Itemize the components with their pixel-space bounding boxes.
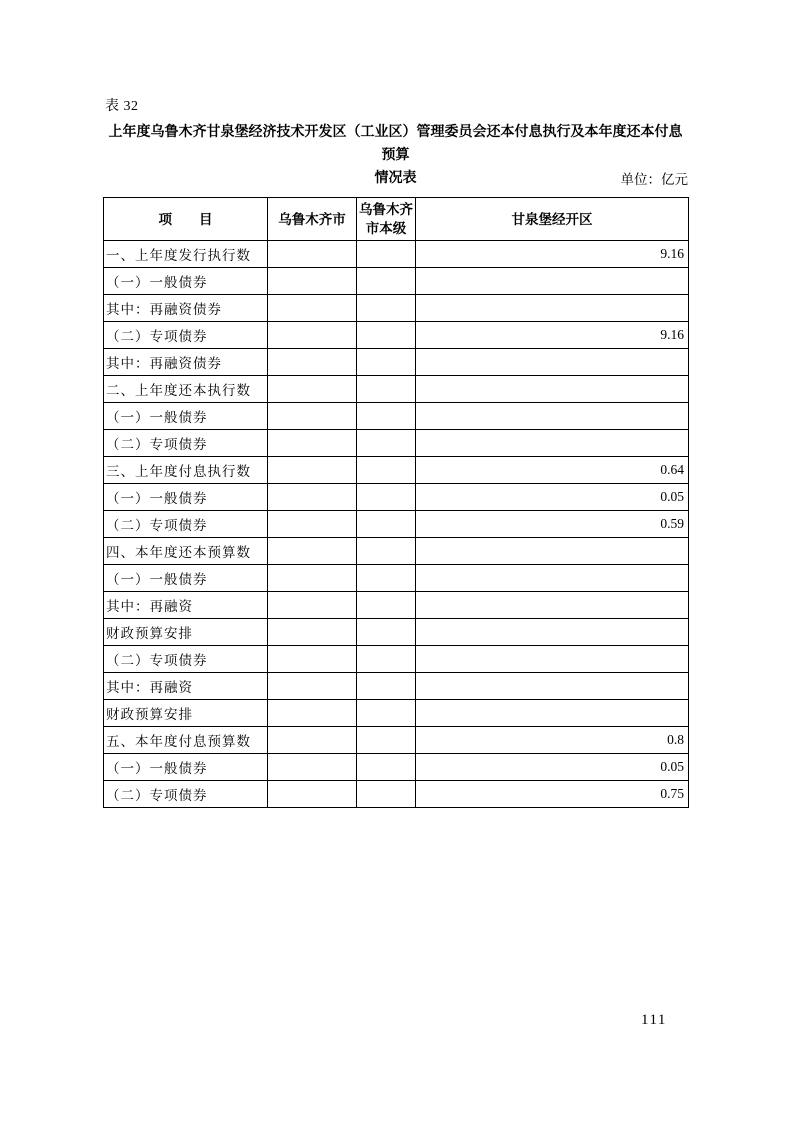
cell-urumqi-city — [268, 727, 357, 754]
cell-ganquanbao: 0.05 — [416, 484, 689, 511]
cell-urumqi-municipal — [357, 430, 416, 457]
cell-ganquanbao: 0.59 — [416, 511, 689, 538]
row-label: 其中：再融资 — [104, 592, 268, 619]
row-label: 一、上年度发行执行数 — [104, 241, 268, 268]
cell-urumqi-municipal — [357, 781, 416, 808]
table-row — [104, 646, 689, 673]
table-row — [104, 484, 689, 511]
cell-urumqi-municipal — [357, 403, 416, 430]
cell-ganquanbao — [416, 592, 689, 619]
cell-urumqi-city — [268, 295, 357, 322]
cell-urumqi-municipal — [357, 268, 416, 295]
row-label: （二）专项债券 — [104, 430, 268, 457]
row-label: （一）一般债券 — [104, 565, 268, 592]
cell-urumqi-city — [268, 754, 357, 781]
cell-urumqi-city — [268, 322, 357, 349]
cell-ganquanbao: 9.16 — [416, 322, 689, 349]
column-header-item: 项 目 — [104, 198, 268, 241]
table-row — [104, 781, 689, 808]
cell-urumqi-city — [268, 484, 357, 511]
table-row — [104, 403, 689, 430]
cell-urumqi-city — [268, 619, 357, 646]
cell-urumqi-municipal — [357, 700, 416, 727]
table-row — [104, 241, 689, 268]
column-header-urumqi-municipal: 乌鲁木齐市本级 — [357, 198, 416, 241]
cell-urumqi-municipal — [357, 457, 416, 484]
row-label: 五、本年度付息预算数 — [104, 727, 268, 754]
row-label: （二）专项债券 — [104, 511, 268, 538]
table-row — [104, 349, 689, 376]
cell-ganquanbao: 0.8 — [416, 727, 689, 754]
cell-ganquanbao — [416, 565, 689, 592]
row-label: （一）一般债券 — [104, 403, 268, 430]
column-header-ganquanbao: 甘泉堡经开区 — [416, 198, 689, 241]
table-row — [104, 511, 689, 538]
cell-urumqi-city — [268, 646, 357, 673]
cell-urumqi-city — [268, 781, 357, 808]
row-label: 其中：再融资 — [104, 673, 268, 700]
row-label: 四、本年度还本预算数 — [104, 538, 268, 565]
table-body — [104, 241, 689, 808]
cell-ganquanbao — [416, 646, 689, 673]
table-row — [104, 457, 689, 484]
cell-ganquanbao — [416, 295, 689, 322]
cell-urumqi-city — [268, 673, 357, 700]
cell-urumqi-municipal — [357, 619, 416, 646]
cell-ganquanbao — [416, 538, 689, 565]
table-row — [104, 619, 689, 646]
cell-ganquanbao — [416, 430, 689, 457]
table-row — [104, 565, 689, 592]
row-label: （一）一般债券 — [104, 268, 268, 295]
table-row — [104, 592, 689, 619]
row-label: 其中：再融资债券 — [104, 349, 268, 376]
table-row — [104, 268, 689, 295]
cell-urumqi-municipal — [357, 295, 416, 322]
row-label: （一）一般债券 — [104, 484, 268, 511]
document-title-line1: 上年度乌鲁木齐甘泉堡经济技术开发区（工业区）管理委员会还本付息执行及本年度还本付息预算 — [108, 125, 683, 163]
cell-urumqi-city — [268, 700, 357, 727]
table-row — [104, 700, 689, 727]
cell-ganquanbao: 0.05 — [416, 754, 689, 781]
document-title-line2: 情况表 — [374, 171, 417, 186]
cell-urumqi-city — [268, 349, 357, 376]
column-header-urumqi-city: 乌鲁木齐市 — [268, 198, 357, 241]
row-label: 其中：再融资债券 — [104, 295, 268, 322]
cell-ganquanbao — [416, 376, 689, 403]
table-row — [104, 538, 689, 565]
cell-urumqi-municipal — [357, 565, 416, 592]
cell-urumqi-municipal — [357, 484, 416, 511]
row-label: 财政预算安排 — [104, 700, 268, 727]
row-label: 三、上年度付息执行数 — [104, 457, 268, 484]
cell-urumqi-municipal — [357, 322, 416, 349]
cell-urumqi-city — [268, 403, 357, 430]
cell-urumqi-city — [268, 592, 357, 619]
row-label: 财政预算安排 — [104, 619, 268, 646]
cell-urumqi-city — [268, 430, 357, 457]
cell-urumqi-city — [268, 511, 357, 538]
budget-table — [103, 197, 689, 808]
cell-urumqi-municipal — [357, 538, 416, 565]
row-label: 二、上年度还本执行数 — [104, 376, 268, 403]
cell-urumqi-city — [268, 268, 357, 295]
cell-urumqi-municipal — [357, 241, 416, 268]
table-row — [104, 322, 689, 349]
page-number: 111 — [641, 1012, 667, 1028]
cell-urumqi-municipal — [357, 349, 416, 376]
row-label: （二）专项债券 — [104, 322, 268, 349]
table-row — [104, 727, 689, 754]
table-row — [104, 376, 689, 403]
cell-urumqi-city — [268, 565, 357, 592]
cell-ganquanbao — [416, 700, 689, 727]
table-row — [104, 754, 689, 781]
unit-label: 单位：亿元 — [620, 172, 688, 187]
table-number-label: 表 32 — [105, 99, 139, 114]
table-row — [104, 295, 689, 322]
row-label: （一）一般债券 — [104, 754, 268, 781]
cell-urumqi-municipal — [357, 727, 416, 754]
cell-urumqi-municipal — [357, 673, 416, 700]
row-label: （二）专项债券 — [104, 646, 268, 673]
cell-urumqi-municipal — [357, 592, 416, 619]
cell-ganquanbao — [416, 673, 689, 700]
table-header — [104, 198, 689, 241]
cell-urumqi-city — [268, 376, 357, 403]
row-label: （二）专项债券 — [104, 781, 268, 808]
table-row — [104, 430, 689, 457]
table-header-row — [104, 198, 689, 241]
cell-ganquanbao: 0.75 — [416, 781, 689, 808]
cell-ganquanbao — [416, 268, 689, 295]
cell-ganquanbao — [416, 349, 689, 376]
cell-urumqi-city — [268, 538, 357, 565]
cell-ganquanbao — [416, 403, 689, 430]
cell-urumqi-municipal — [357, 376, 416, 403]
cell-urumqi-municipal — [357, 646, 416, 673]
cell-ganquanbao — [416, 619, 689, 646]
cell-urumqi-municipal — [357, 511, 416, 538]
cell-urumqi-city — [268, 457, 357, 484]
table-row — [104, 673, 689, 700]
cell-urumqi-municipal — [357, 754, 416, 781]
cell-urumqi-city — [268, 241, 357, 268]
cell-ganquanbao: 0.64 — [416, 457, 689, 484]
cell-ganquanbao: 9.16 — [416, 241, 689, 268]
